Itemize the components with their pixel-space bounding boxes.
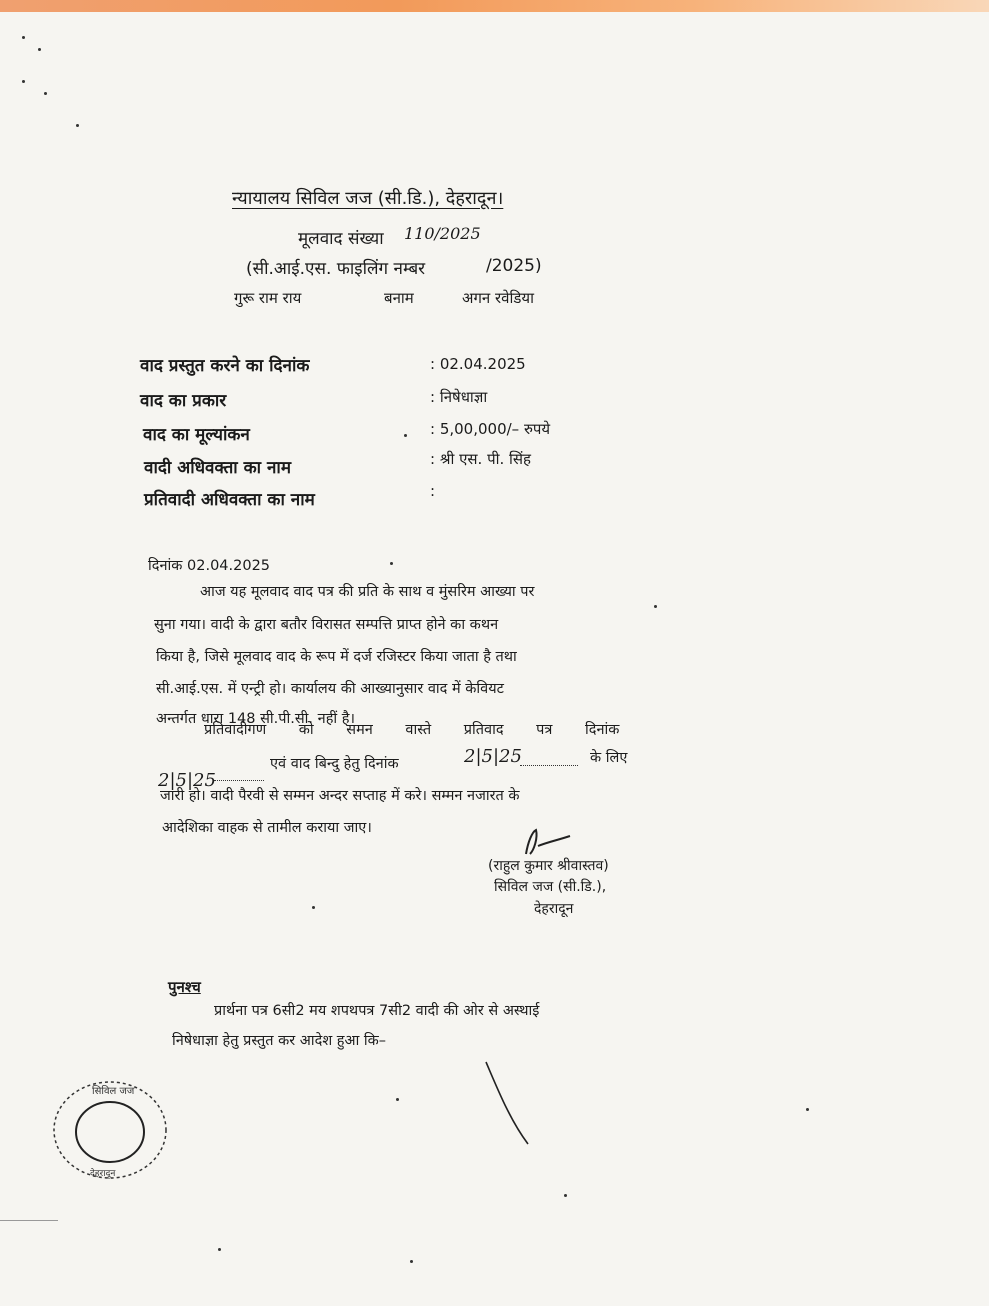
- postscript-heading: पुनश्च: [168, 978, 201, 996]
- order-line: के लिए: [590, 750, 628, 766]
- speck: [404, 434, 407, 437]
- handwritten-date: 2|5|25: [464, 746, 522, 767]
- speck: [22, 36, 25, 39]
- order-line: किया है, जिसे मूलवाद वाद के रूप में दर्ज रजिस्टर किया जाता है तथा: [156, 649, 517, 665]
- postscript-line: निषेधाज्ञा हेतु प्रस्तुत कर आदेश हुआ कि–: [172, 1033, 387, 1049]
- speck: [806, 1108, 809, 1111]
- seal-text-bottom: देहरादून: [90, 1169, 116, 1179]
- speck: [390, 562, 393, 565]
- order-line: सुना गया। वादी के द्वारा बतौर विरासत सम्पत्ति प्राप्त होने का कथन: [154, 617, 499, 633]
- detail-value: : 5,00,000/– रुपये: [430, 420, 551, 438]
- detail-value: : निषेधाज्ञा: [430, 388, 488, 406]
- date-blank: [520, 765, 578, 766]
- plaintiff-name: गुरू राम राय: [234, 289, 302, 307]
- order-line: एवं वाद बिन्दु हेतु दिनांक: [270, 756, 399, 772]
- speck: [76, 124, 79, 127]
- detail-label: वाद का प्रकार: [140, 391, 227, 411]
- cis-filing-line: (सी.आई.एस. फाइलिंग नम्बर: [246, 259, 426, 279]
- order-line: जारी हो। वादी पैरवी से सम्मन अन्दर सप्ताह में करे। सम्मन नजारत के: [160, 788, 520, 804]
- speck: [38, 48, 41, 51]
- cis-filing-year: /2025): [486, 256, 542, 276]
- edge-line: [0, 1220, 58, 1221]
- detail-value: : श्री एस. पी. सिंह: [430, 450, 531, 468]
- detail-value: : 02.04.2025: [430, 355, 526, 373]
- speck: [44, 92, 47, 95]
- seal-text-top: सिविल जज: [92, 1086, 135, 1097]
- speck: [218, 1248, 221, 1251]
- suit-number: 110/2025: [404, 224, 481, 243]
- court-seal-icon: [48, 1078, 168, 1182]
- order-line: प्रतिवादीगण को समन वास्ते प्रतिवाद पत्र दिनांक: [204, 722, 620, 738]
- speck: [410, 1260, 413, 1263]
- speck: [22, 80, 25, 83]
- order-date: दिनांक 02.04.2025: [148, 558, 271, 574]
- judge-name: (राहुल कुमार श्रीवास्तव): [488, 858, 609, 874]
- defendant-name: अगन रवेडिया: [462, 289, 534, 307]
- postscript-line: प्रार्थना पत्र 6सी2 मय शपथपत्र 7सी2 वादी की ओर से अस्थाई: [214, 1003, 540, 1019]
- speck: [396, 1098, 399, 1101]
- speck: [564, 1194, 567, 1197]
- order-line: सी.आई.एस. में एन्ट्री हो। कार्यालय की आख्यानुसार वाद में केवियट: [156, 681, 504, 697]
- detail-label: वाद प्रस्तुत करने का दिनांक: [140, 356, 310, 376]
- suit-label: मूलवाद संख्या: [298, 229, 384, 249]
- speck: [312, 906, 315, 909]
- handwritten-date: 2|5|25: [158, 770, 216, 791]
- order-line: आदेशिका वाहक से तामील कराया जाए।: [162, 820, 372, 836]
- order-line: अन्तर्गत धारा 148 सी.पी.सी. नहीं है।: [156, 711, 355, 727]
- signature-scribble-icon: [518, 824, 578, 860]
- court-title: न्यायालय सिविल जज (सी.डि.), देहरादून।: [232, 188, 504, 209]
- order-line: आज यह मूलवाद वाद पत्र की प्रति के साथ व मुंसरिम आख्या पर: [200, 584, 535, 600]
- detail-label: वाद का मूल्यांकन: [143, 425, 250, 445]
- judge-designation: सिविल जज (सी.डि.),: [494, 879, 607, 895]
- detail-label: वादी अधिवक्ता का नाम: [144, 458, 292, 478]
- detail-value: :: [430, 482, 436, 500]
- versus-label: बनाम: [384, 289, 414, 307]
- detail-label: प्रतिवादी अधिवक्ता का नाम: [144, 490, 315, 510]
- pen-stroke-icon: [480, 1060, 540, 1150]
- speck: [654, 605, 657, 608]
- judge-place: देहरादून: [534, 901, 574, 917]
